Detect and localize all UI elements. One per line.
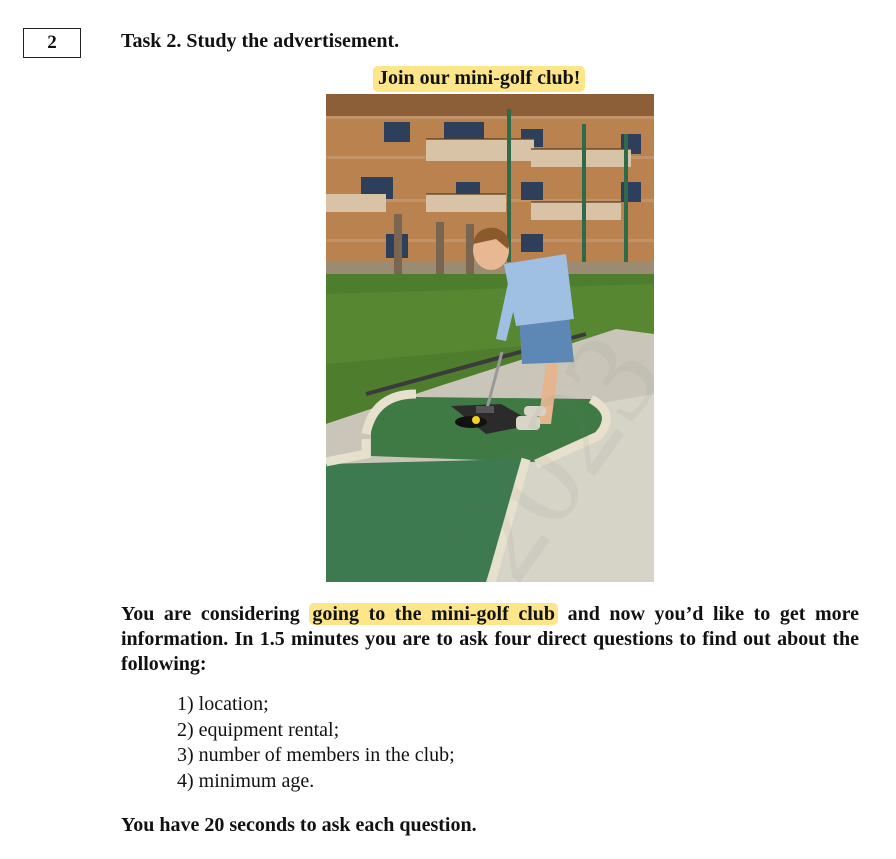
task-number-box [23, 28, 81, 58]
advertisement-photo [326, 94, 654, 582]
instructions-after: and now you’d like to get more information. In 1.5 minutes you are to ask four direct questions to find out about the following: [121, 603, 860, 675]
list-item: 2) equipment rental; [177, 718, 340, 741]
time-limit-note: You have 20 seconds to ask each question. [121, 814, 477, 836]
ad-headline: Join our mini-golf club! [373, 66, 585, 92]
instructions-before: You are considering [121, 603, 310, 625]
task-title: Task 2. Study the advertisement. [121, 30, 400, 52]
task-number: 2 [47, 32, 57, 53]
task-instructions [121, 602, 859, 677]
instructions-highlight: going to the mini-golf club [309, 603, 558, 625]
list-item: 1) location; [177, 693, 269, 715]
list-item: 3) number of members in the club; [177, 744, 455, 766]
question-list [177, 692, 455, 794]
list-item: 4) minimum age. [177, 769, 315, 792]
